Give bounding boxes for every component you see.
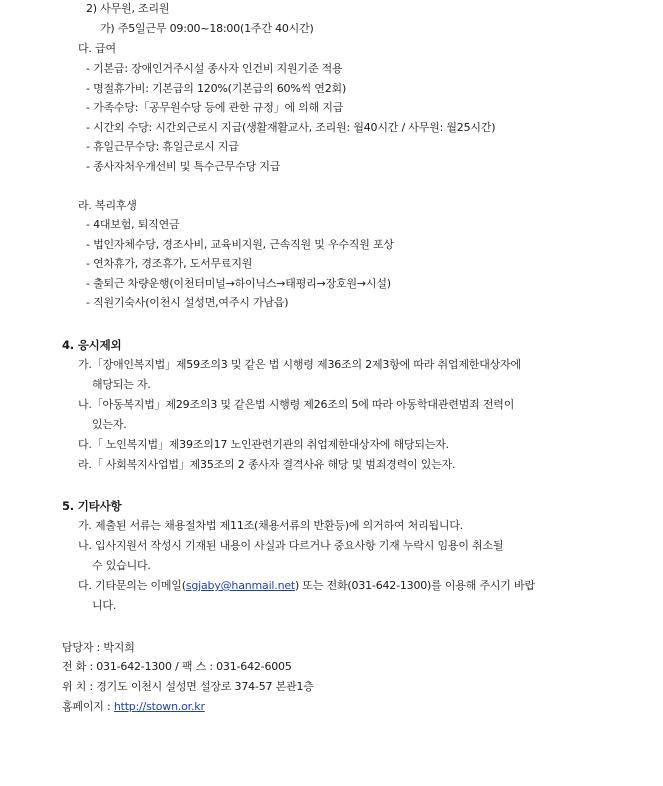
salary-item: - 휴일근무수당: 휴일근로시 지급 — [86, 140, 239, 153]
work-hours-office-cook-schedule: 가) 주5일근무 09:00~18:00(1주간 40시간) — [100, 22, 314, 35]
other-heading: 5. 기타사항 — [62, 499, 122, 513]
welfare-item: - 법인자체수당, 경조사비, 교육비지원, 근속직원 및 우수직원 포상 — [86, 238, 394, 251]
salary-heading: 다. 급여 — [78, 42, 116, 55]
salary-item: - 시간외 수당: 시간외근로시 지급(생활재활교사, 조리원: 월40시간 / 사무원: 월25시간) — [86, 121, 496, 134]
other-item-na-cont: 수 있습니다. — [92, 559, 151, 572]
salary-item: - 명절휴가비: 기본급의 120%(기본급의 60%씩 연2회) — [86, 82, 347, 95]
other-item-da-suffix: ) 또는 전화(031-642-1300)를 이용해 주시기 바랍 — [295, 579, 535, 592]
other-item-da-prefix: 다. 기타문의는 이메일( — [78, 579, 186, 592]
contact-homepage — [62, 699, 205, 715]
welfare-item: - 4대보험, 퇴직연금 — [86, 218, 180, 231]
contact-phone-fax: 전 화 : 031-642-1300 / 팩 스 : 031-642-6005 — [62, 660, 292, 673]
contact-manager: 담당자 : 박지희 — [62, 641, 135, 654]
exclusion-item-da: 다.「 노인복지법」제39조의17 노인관련기관의 취업제한대상자에 해당되는자. — [78, 438, 449, 451]
exclusion-item-na: 나.「아동복지법」제29조의3 및 같은법 시행령 제26조의 5에 따라 아동학대관련범죄 전력이 — [78, 398, 515, 411]
welfare-item: - 직원기숙사(이천시 설성면,여주시 가남읍) — [86, 296, 289, 309]
welfare-item: - 출퇴근 차량운행(이천터미널→하이닉스→태평리→장호원→시설) — [86, 277, 391, 290]
contact-address: 위 치 : 경기도 이천시 설성면 설장로 374-57 본관1층 — [62, 680, 314, 693]
work-hours-office-cook-heading: 2) 사무원, 조리원 — [86, 2, 170, 15]
exclusion-item-ga-cont: 해당되는 자. — [92, 378, 151, 391]
exclusion-item-na-cont: 있는자. — [92, 418, 127, 431]
other-item-ga: 가. 제출된 서류는 채용절차법 제11조(채용서류의 반환등)에 의거하여 처리됩니다. — [78, 519, 464, 532]
contact-email-link[interactable]: sgjaby@hanmail.net — [185, 579, 296, 592]
welfare-item: - 연차휴가, 경조휴가, 도서무료지원 — [86, 257, 253, 270]
exclusion-item-ga: 가.「장애인복지법」제59조의3 및 같은 법 시행령 제36조의 2제3항에 따라 취업제한대상자에 — [78, 358, 521, 371]
other-item-na: 나. 입사지원서 작성시 기재된 내용이 사실과 다르거나 중요사항 기재 누락시 임용이 취소될 — [78, 539, 504, 552]
exclusion-heading: 4. 응시제외 — [62, 338, 122, 352]
salary-item: - 가족수당:「공무원수당 등에 관한 규정」에 의해 지급 — [86, 101, 344, 114]
other-item-da — [78, 578, 535, 594]
welfare-heading: 라. 복리후생 — [78, 199, 137, 212]
other-item-da-cont: 니다. — [92, 599, 117, 612]
homepage-link[interactable]: http://stown.or.kr — [113, 700, 205, 713]
contact-homepage-label: 홈페이지 : — [62, 700, 114, 713]
exclusion-item-ra: 라.「 사회복지사업법」제35조의 2 종사자 결격사유 해당 및 범죄경력이 있는자. — [78, 458, 456, 471]
salary-item: - 기본급: 장애인거주시설 종사자 인건비 지원기준 적용 — [86, 62, 343, 75]
salary-item: - 종사자처우개선비 및 특수근무수당 지급 — [86, 160, 281, 173]
